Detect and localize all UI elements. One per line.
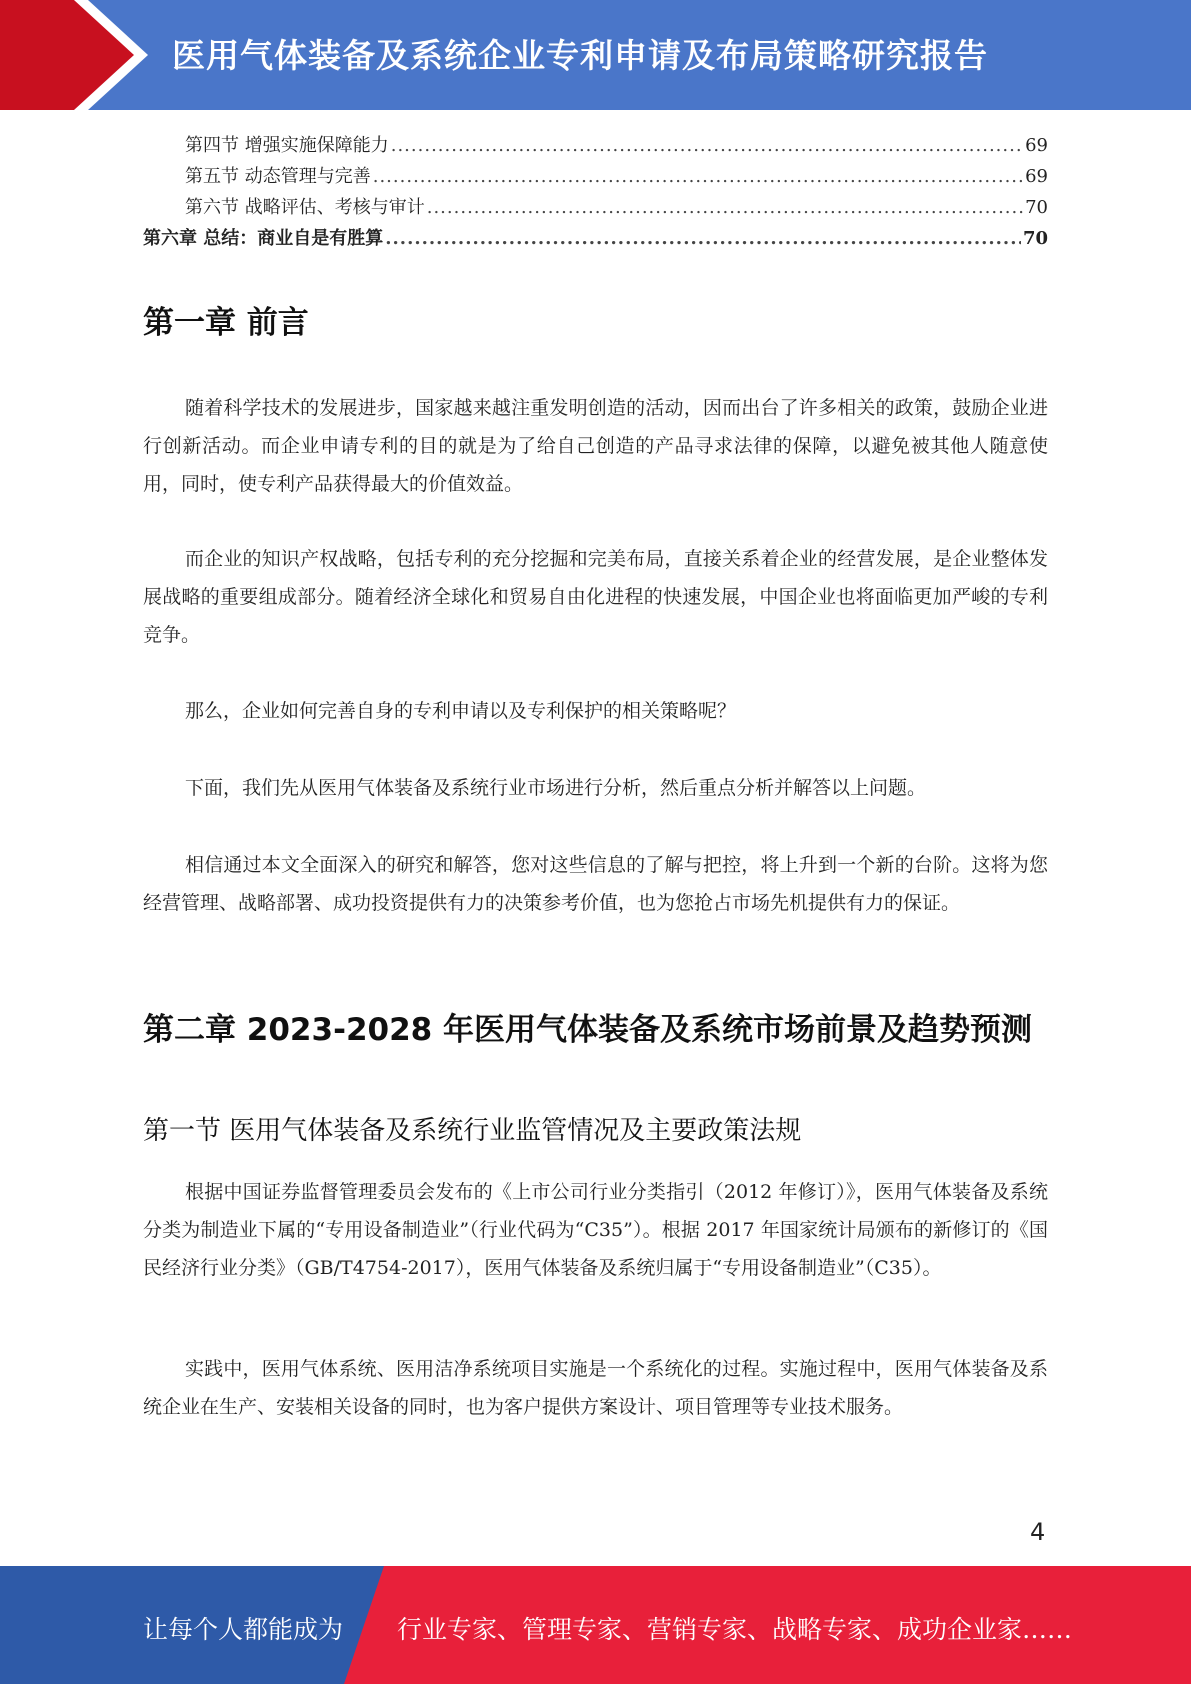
toc-leader-dots (385, 223, 1021, 254)
paragraph: 那么，企业如何完善自身的专利申请以及专利保护的相关策略呢？ (185, 700, 737, 722)
toc-entry[interactable] (143, 130, 1048, 161)
toc-entry-label: 第六节 战略评估、考核与审计 (185, 197, 425, 218)
paragraph: 相信通过本文全面深入的研究和解答，您对这些信息的了解与把控，将上升到一个新的台阶。这将为您经营管理、战略部署、成功投资提供有力的决策参考价值，也为您抢占市场先机提供有力的保证。 (143, 854, 1048, 914)
toc-entry-chapter[interactable] (143, 223, 1048, 254)
section-1-heading: 第一节 医用气体装备及系统行业监管情况及主要政策法规 (143, 1116, 802, 1146)
toc-entry-page: 70 (1022, 228, 1048, 249)
toc-entry-label: 第六章 总结：商业自是有胜算 (143, 228, 384, 249)
toc-entry-page: 69 (1025, 135, 1048, 156)
toc-entry[interactable] (143, 161, 1048, 192)
paragraph: 实践中，医用气体系统、医用洁净系统项目实施是一个系统化的过程。实施过程中，医用气体装备及系统企业在生产、安装相关设备的同时，也为客户提供方案设计、项目管理等专业技术服务。 (143, 1358, 1048, 1418)
page-footer (0, 1566, 1191, 1684)
toc-leader-dots (373, 161, 1023, 192)
chapter-1-heading: 第一章 前言 (143, 305, 309, 341)
paragraph: 而企业的知识产权战略，包括专利的充分挖掘和完美布局，直接关系着企业的经营发展，是企业整体发展战略的重要组成部分。随着经济全球化和贸易自由化进程的快速发展，中国企业也将面临更加严峻的专利竞争。 (143, 548, 1048, 646)
toc-entry-page: 70 (1025, 197, 1048, 218)
toc-leader-dots (427, 192, 1023, 223)
page-number: 4 (1030, 1518, 1046, 1546)
toc-entry-label: 第五节 动态管理与完善 (185, 166, 371, 187)
toc-entry-label: 第四节 增强实施保障能力 (185, 135, 389, 156)
toc-entry[interactable] (143, 192, 1048, 223)
chapter-2-heading: 第二章 2023-2028 年医用气体装备及系统市场前景及趋势预测 (143, 1012, 1033, 1048)
table-of-contents (143, 130, 1048, 254)
footer-slogan-right: 行业专家、管理专家、营销专家、战略专家、成功企业家…… (397, 1615, 1073, 1644)
paragraph: 随着科学技术的发展进步，国家越来越注重发明创造的活动，因而出台了许多相关的政策，鼓励企业进行创新活动。而企业申请专利的目的就是为了给自己创造的产品寻求法律的保障，以避免被其他人随意使用，同时，使专利产品获得最大的价值效益。 (143, 397, 1048, 495)
report-title: 医用气体装备及系统企业专利申请及布局策略研究报告 (172, 36, 988, 75)
page-header (0, 0, 1191, 110)
paragraph: 下面，我们先从医用气体装备及系统行业市场进行分析，然后重点分析并解答以上问题。 (185, 777, 927, 799)
paragraph: 根据中国证券监督管理委员会发布的《上市公司行业分类指引（2012 年修订）》，医用气体装备及系统分类为制造业下属的“专用设备制造业”（行业代码为“C35”）。根据 2017 年国家统计局颁布的新修订的《国民经济行业分类》（GB/T4754-2017），医用气体装备及系统归属于“专用设备制造业”（C35）。 (143, 1181, 1048, 1279)
footer-slogan-left: 让每个人都能成为 (143, 1615, 344, 1644)
toc-entry-page: 69 (1025, 166, 1048, 187)
toc-leader-dots (391, 130, 1023, 161)
